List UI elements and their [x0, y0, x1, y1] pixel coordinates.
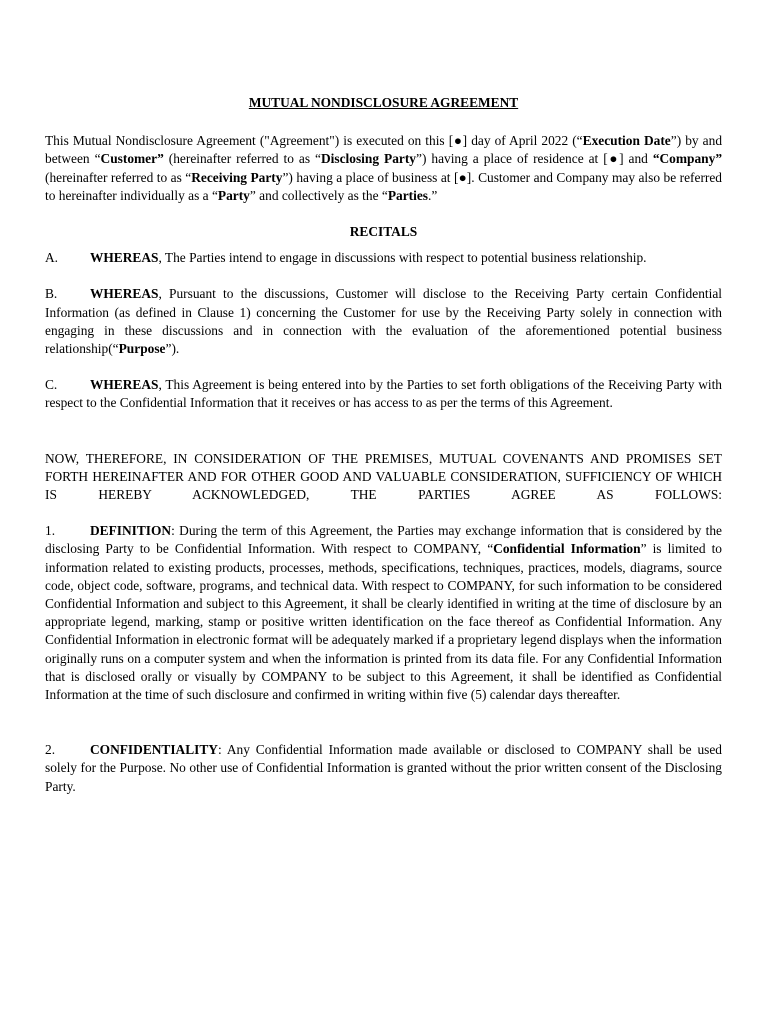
recitals-heading: RECITALS: [349, 224, 418, 240]
consideration-clause: NOW, THEREFORE, IN CONSIDERATION OF THE PREMISES, MUTUAL COVENANTS AND PROMISES SET FORTH HEREINAFTER AND FOR OTHER GOOD AND VALUABLE CONSIDERATION, SUFFICIENCY OF WHICH IS HEREBY ACKNOWLEDGED, THE PARTIES AGREE AS FOLLOWS:: [45, 450, 722, 503]
term-confidential-information: Confidential Information: [493, 541, 641, 557]
clause-1-number: 1.: [45, 523, 56, 539]
term-parties: Parties: [387, 187, 428, 203]
recital-c-text: , This Agreement is being entered into by the Parties to set forth obligations of the Receiving Party with respect to the Confidential Information that it receives or has access to as per the terms of this Agreement.: [45, 377, 722, 411]
recital-b-keyword: WHEREAS: [90, 286, 159, 302]
recital-a: [45, 249, 722, 267]
document-title: MUTUAL NONDISCLOSURE AGREEMENT: [248, 95, 519, 110]
clause-2-text: : Any Confidential Information made available or disclosed to COMPANY shall be used solely for the Purpose. No other use of Confidential Information is granted without the prior written consent of the Disclosing Party.: [45, 742, 722, 794]
intro-text: (hereinafter referred to as “: [163, 151, 321, 167]
intro-text: (hereinafter referred to as “: [45, 169, 192, 185]
term-company: “Company”: [652, 151, 723, 167]
recital-b-tail: ”).: [165, 341, 180, 357]
intro-text: ”) by and between “: [45, 133, 723, 167]
clause-2-heading: CONFIDENTIALITY: [90, 742, 218, 758]
recital-b: [45, 285, 722, 358]
clause-1-text-continued: ” is limited to information related to existing products, processes, methods, specifications, techniques, practices, models, diagrams, source code, object code, software, programs, and technical data. With respect to COMPANY, for such information to be considered Confidential Information and subject to this Agreement, it shall be clearly identified in writing at the time of disclosure by an appropriate legend, marking, stamp or positive written identification on the face thereof as Confidential Information. Any Confidential Information in electronic format will be adequately marked if a proprietary legend displays when the information originally runs on a computer system and when the information is printed from its data file. For any Confidential Information that is disclosed orally or visually by COMPANY to be subject to this Agreement, it shall be identified as Confidential Information at the time of such disclosure and confirmed in writing within five (5) calendar days thereafter.: [45, 541, 722, 703]
term-execution-date: Execution Date: [582, 133, 671, 149]
term-disclosing-party: Disclosing Party: [321, 151, 416, 167]
recital-c-keyword: WHEREAS: [90, 377, 159, 393]
term-party: Party: [217, 187, 250, 203]
recital-b-label: B.: [45, 286, 58, 302]
recital-c-label: C.: [45, 377, 58, 393]
recital-a-keyword: WHEREAS: [90, 250, 159, 266]
recital-c: [45, 376, 722, 412]
intro-text: ”) having a place of residence at [●] and: [416, 151, 653, 167]
term-customer: Customer”: [100, 151, 164, 167]
clause-2-confidentiality: [45, 741, 722, 796]
document-page: [45, 94, 722, 814]
clause-1-text: : During the term of this Agreement, the Parties may exchange information that is considered by the disclosing Party to be Confidential Information. With respect to COMPANY, “: [45, 523, 722, 557]
intro-text: .”: [427, 187, 438, 203]
recital-a-text: , The Parties intend to engage in discussions with respect to potential business relationship.: [158, 250, 647, 266]
recital-b-text: , Pursuant to the discussions, Customer will disclose to the Receiving Party certain Confidential Information (as defined in Clause 1) concerning the Customer for use by the Receiving Party solely in connection with engaging in these discussions and in connection with the evaluation of the aforementioned potential business relationship(“: [45, 286, 722, 357]
intro-paragraph: [45, 132, 722, 205]
clause-1-heading: DEFINITION: [90, 523, 172, 539]
intro-text: ”) having a place of business at [●]. Customer and Company may also be referred to hereinafter individually as a “: [45, 169, 723, 203]
clause-1-definition: [45, 522, 722, 704]
term-receiving-party: Receiving Party: [191, 169, 283, 185]
intro-text: This Mutual Nondisclosure Agreement ("Agreement") is executed on this [●] day of April 2022 (“: [45, 133, 583, 149]
term-purpose: Purpose: [118, 341, 166, 357]
intro-text: ” and collectively as the “: [249, 187, 388, 203]
clause-2-number: 2.: [45, 742, 56, 758]
recital-a-label: A.: [45, 250, 59, 266]
